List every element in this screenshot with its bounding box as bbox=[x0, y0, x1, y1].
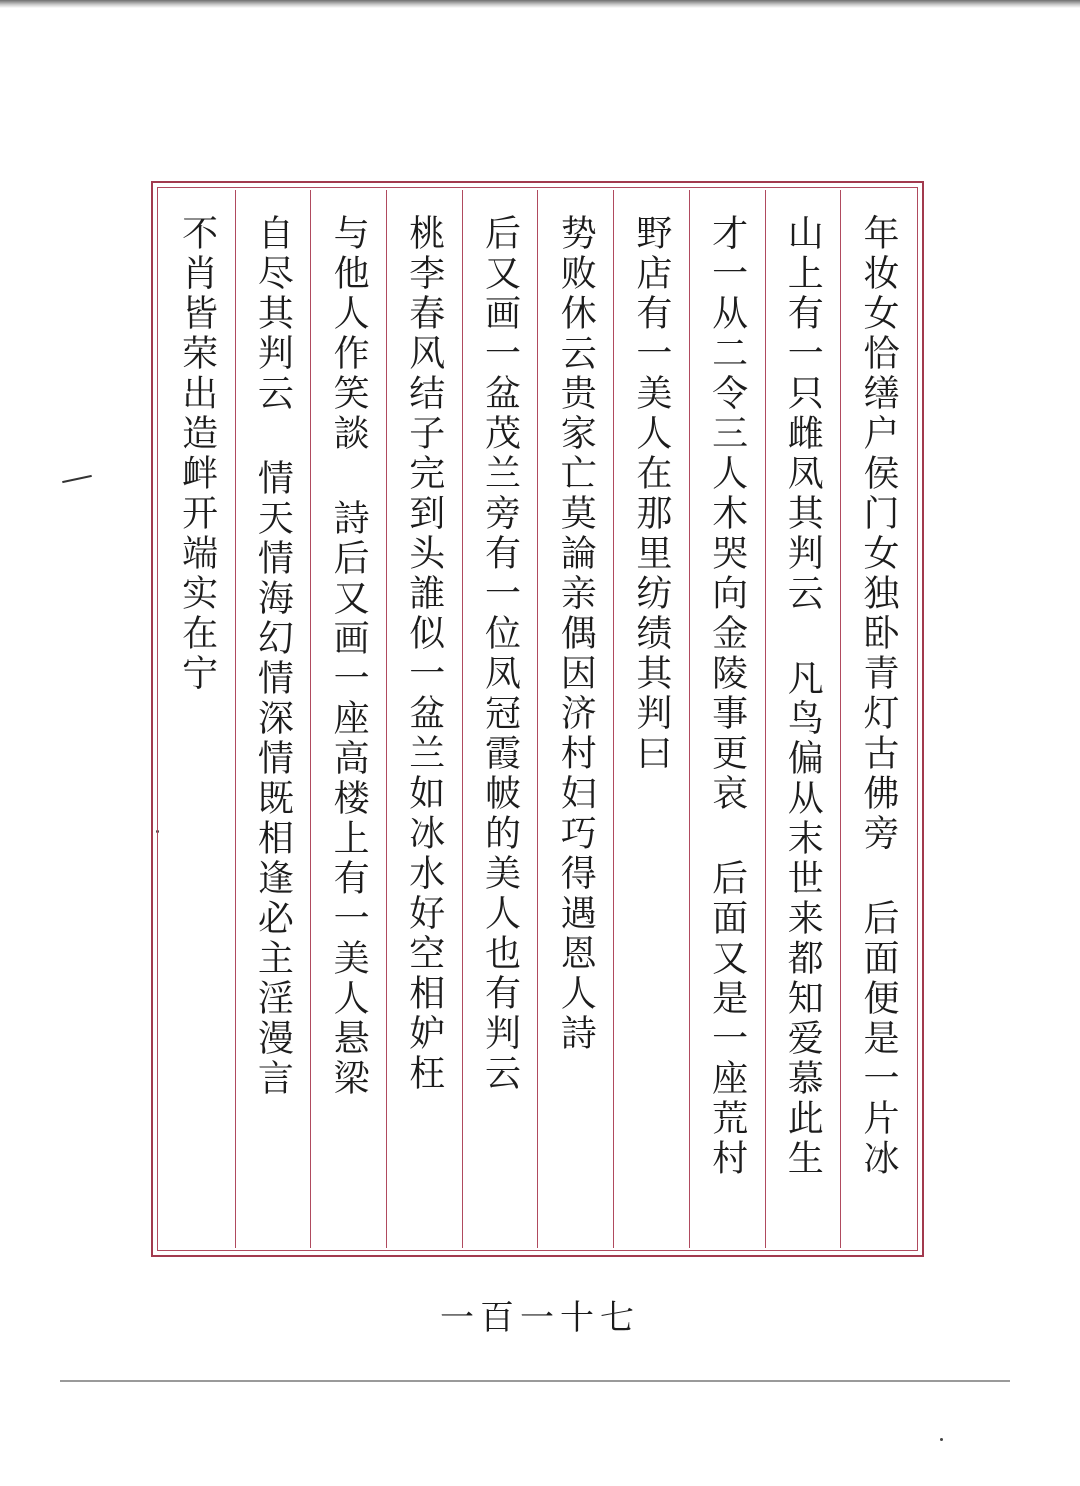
column-1 bbox=[841, 190, 916, 1248]
column-8 bbox=[311, 190, 387, 1248]
bottom-rule bbox=[60, 1380, 1010, 1382]
column-text: 势败休云贵家亡莫論亲偶因济村妇巧得遇恩人詩 bbox=[555, 214, 597, 1054]
column-3 bbox=[690, 190, 766, 1248]
column-4 bbox=[614, 190, 690, 1248]
column-text: 野店有一美人在那里纺绩其判曰 bbox=[630, 214, 672, 774]
scan-top-edge bbox=[0, 0, 1080, 8]
stray-dot bbox=[940, 1438, 943, 1441]
column-text: 年妆女恰缮户侯门女独卧青灯古佛旁 后面便是一片冰 bbox=[858, 214, 899, 1179]
column-text: 不肖皆荣出造衅开端实在宁 bbox=[176, 214, 218, 694]
column-5 bbox=[538, 190, 614, 1248]
column-text: 桃李春风结子完到头誰似一盆兰如冰水好空相妒枉 bbox=[403, 214, 445, 1094]
column-10 bbox=[160, 190, 236, 1248]
column-text: 才一从二令三人木哭向金陵事更哀 后面又是一座荒村 bbox=[706, 214, 748, 1179]
column-text: 后又画一盆茂兰旁有一位凤冠霞帔的美人也有判云 bbox=[479, 214, 521, 1094]
page-number: 一百一十七 bbox=[440, 1298, 640, 1338]
column-text: 自尽其判云 情天情海幻情深情既相逢必主淫漫言 bbox=[252, 214, 294, 1099]
stray-pen-mark bbox=[62, 475, 92, 483]
column-2 bbox=[766, 190, 842, 1248]
column-6 bbox=[463, 190, 539, 1248]
column-9 bbox=[236, 190, 312, 1248]
column-text: 山上有一只雌凤其判云 凡鸟偏从末世来都知爱慕此生 bbox=[782, 214, 824, 1179]
column-text: 与他人作笑談 詩后又画一座高楼上有一美人悬梁 bbox=[328, 214, 370, 1099]
manuscript-columns bbox=[160, 190, 916, 1248]
column-7 bbox=[387, 190, 463, 1248]
